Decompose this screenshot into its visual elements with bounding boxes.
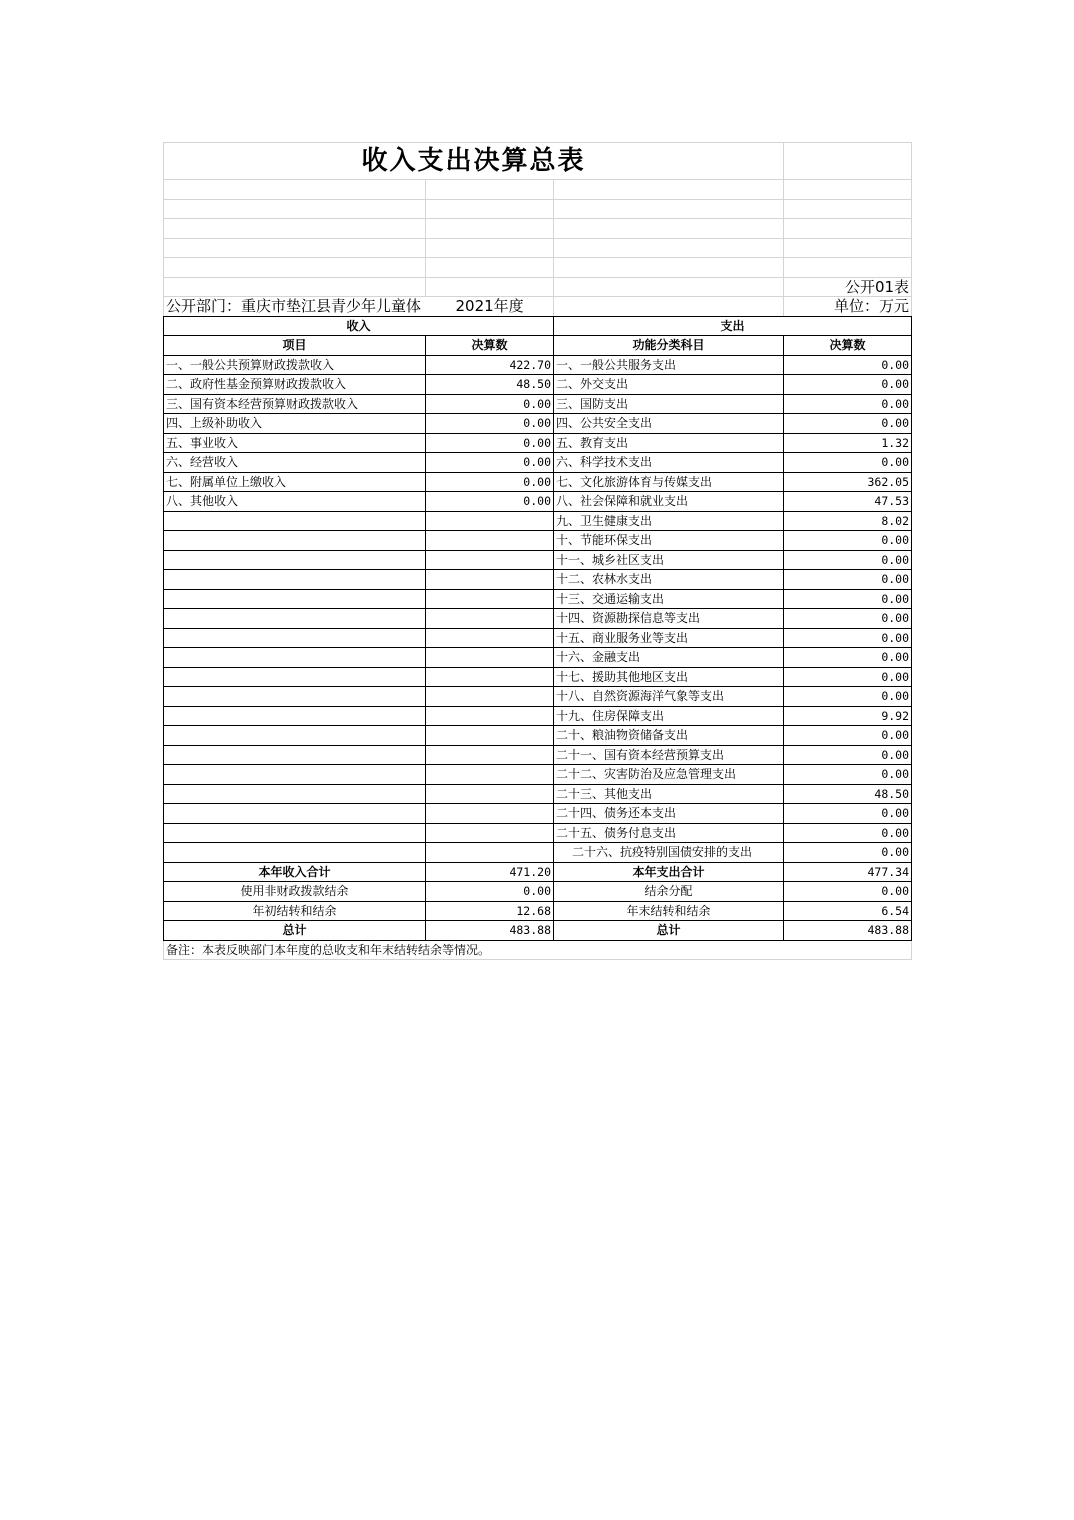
table-row [164,570,912,590]
expense-amount: 0.00 [784,414,912,434]
summary-income-label: 总计 [164,921,426,941]
income-item: 一、一般公共预算财政拨款收入 [164,355,426,375]
table-row [164,667,912,687]
expense-item: 二十二、灾害防治及应急管理支出 [554,765,784,785]
col-amount-header: 决算数 [426,336,554,356]
income-item: 八、其他收入 [164,492,426,512]
expense-item: 十五、商业服务业等支出 [554,628,784,648]
expense-amount: 0.00 [784,531,912,551]
table-row [164,745,912,765]
income-item: 三、国有资本经营预算财政拨款收入 [164,394,426,414]
expense-item: 十二、农林水支出 [554,570,784,590]
expense-amount: 47.53 [784,492,912,512]
expense-item: 十六、金融支出 [554,648,784,668]
table-row [164,433,912,453]
income-amount: 0.00 [426,472,554,492]
expense-amount: 0.00 [784,648,912,668]
income-amount: 0.00 [426,453,554,473]
table-row [164,843,912,863]
table-row [164,648,912,668]
income-item [164,550,426,570]
income-amount [426,726,554,746]
col-amount2-header: 决算数 [784,336,912,356]
expense-item: 五、教育支出 [554,433,784,453]
expense-header: 支出 [554,316,912,336]
summary-expense-label: 本年支出合计 [554,862,784,882]
income-item: 六、经营收入 [164,453,426,473]
table-row [164,375,912,395]
expense-amount: 0.00 [784,843,912,863]
expense-amount: 0.00 [784,355,912,375]
expense-amount: 0.00 [784,765,912,785]
expense-item: 二十一、国有资本经营预算支出 [554,745,784,765]
table-row [164,784,912,804]
expense-amount: 9.92 [784,706,912,726]
income-item [164,706,426,726]
expense-item: 二十、粮油物资储备支出 [554,726,784,746]
expense-item: 九、卫生健康支出 [554,511,784,531]
income-amount [426,628,554,648]
income-amount [426,550,554,570]
income-amount: 422.70 [426,355,554,375]
expense-amount: 0.00 [784,453,912,473]
income-amount [426,648,554,668]
summary-income-amount: 483.88 [426,921,554,941]
income-amount: 0.00 [426,492,554,512]
table-row [164,511,912,531]
col-function-header: 功能分类科目 [554,336,784,356]
expense-item: 十三、交通运输支出 [554,589,784,609]
summary-expense-amount: 477.34 [784,862,912,882]
expense-amount: 0.00 [784,687,912,707]
income-amount [426,765,554,785]
page-title: 收入支出决算总表 [164,143,784,180]
summary-expense-label: 总计 [554,921,784,941]
income-item [164,628,426,648]
col-item-header: 项目 [164,336,426,356]
income-amount [426,843,554,863]
income-amount [426,531,554,551]
unit-label: 单位：万元 [784,297,912,317]
expense-amount: 1.32 [784,433,912,453]
income-amount: 0.00 [426,414,554,434]
table-row [164,687,912,707]
income-amount [426,745,554,765]
expense-amount: 0.00 [784,745,912,765]
table-row [164,394,912,414]
table-row [164,589,912,609]
expense-item: 三、国防支出 [554,394,784,414]
department-label: 公开部门：重庆市垫江县青少年儿童体 [164,297,426,317]
expense-amount: 0.00 [784,726,912,746]
table-row [164,492,912,512]
summary-income-amount: 471.20 [426,862,554,882]
expense-item: 八、社会保障和就业支出 [554,492,784,512]
income-item [164,765,426,785]
income-amount [426,823,554,843]
income-amount [426,609,554,629]
expense-item: 七、文化旅游体育与传媒支出 [554,472,784,492]
expense-amount: 0.00 [784,589,912,609]
income-item [164,745,426,765]
table-row [164,628,912,648]
income-item [164,804,426,824]
expense-item: 十七、援助其他地区支出 [554,667,784,687]
expense-item: 二十四、债务还本支出 [554,804,784,824]
summary-row [164,882,912,902]
summary-income-amount: 0.00 [426,882,554,902]
income-amount [426,667,554,687]
summary-income-label: 年初结转和结余 [164,901,426,921]
report-table [163,142,912,960]
summary-expense-amount: 0.00 [784,882,912,902]
expense-item: 十、节能环保支出 [554,531,784,551]
income-item [164,667,426,687]
income-amount [426,589,554,609]
table-row [164,804,912,824]
expense-item: 二十五、债务付息支出 [554,823,784,843]
income-item: 七、附属单位上缴收入 [164,472,426,492]
income-item [164,570,426,590]
income-item [164,823,426,843]
summary-income-label: 使用非财政拨款结余 [164,882,426,902]
income-item [164,784,426,804]
income-amount [426,687,554,707]
table-row [164,472,912,492]
expense-item: 二、外交支出 [554,375,784,395]
income-item [164,511,426,531]
expense-item: 二十三、其他支出 [554,784,784,804]
income-item: 五、事业收入 [164,433,426,453]
summary-expense-label: 结余分配 [554,882,784,902]
summary-expense-amount: 483.88 [784,921,912,941]
expense-amount: 362.05 [784,472,912,492]
expense-amount: 0.00 [784,375,912,395]
income-item [164,609,426,629]
expense-item: 六、科学技术支出 [554,453,784,473]
expense-item: 十一、城乡社区支出 [554,550,784,570]
footnote: 备注：本表反映部门本年度的总收支和年末结转结余等情况。 [164,940,912,960]
income-amount [426,511,554,531]
expense-amount: 0.00 [784,394,912,414]
expense-amount: 0.00 [784,823,912,843]
table-row [164,550,912,570]
expense-amount: 0.00 [784,550,912,570]
summary-row [164,862,912,882]
income-item [164,687,426,707]
income-amount: 0.00 [426,433,554,453]
income-amount: 48.50 [426,375,554,395]
year-label: 2021年度 [426,297,554,317]
income-item [164,648,426,668]
report-sheet [163,142,911,960]
income-item [164,589,426,609]
summary-row [164,921,912,941]
table-row [164,706,912,726]
summary-expense-amount: 6.54 [784,901,912,921]
expense-item: 十四、资源勘探信息等支出 [554,609,784,629]
income-amount [426,570,554,590]
income-amount [426,706,554,726]
table-row [164,414,912,434]
table-row [164,355,912,375]
expense-item: 一、一般公共服务支出 [554,355,784,375]
income-item: 二、政府性基金预算财政拨款收入 [164,375,426,395]
expense-amount: 8.02 [784,511,912,531]
table-row [164,765,912,785]
summary-expense-label: 年末结转和结余 [554,901,784,921]
expense-amount: 0.00 [784,609,912,629]
expense-amount: 0.00 [784,570,912,590]
summary-row [164,901,912,921]
table-row [164,726,912,746]
income-item [164,531,426,551]
expense-amount: 48.50 [784,784,912,804]
table-row [164,531,912,551]
income-header: 收入 [164,316,554,336]
expense-item: 十八、自然资源海洋气象等支出 [554,687,784,707]
expense-item: 十九、住房保障支出 [554,706,784,726]
table-row [164,609,912,629]
table-row [164,453,912,473]
expense-item: 四、公共安全支出 [554,414,784,434]
expense-amount: 0.00 [784,804,912,824]
form-code: 公开01表 [784,277,912,297]
expense-amount: 0.00 [784,667,912,687]
income-amount: 0.00 [426,394,554,414]
income-item: 四、上级补助收入 [164,414,426,434]
income-amount [426,784,554,804]
income-item [164,843,426,863]
summary-income-amount: 12.68 [426,901,554,921]
expense-amount: 0.00 [784,628,912,648]
summary-income-label: 本年收入合计 [164,862,426,882]
expense-item: 二十六、抗疫特别国债安排的支出 [554,843,784,863]
income-amount [426,804,554,824]
table-row [164,823,912,843]
income-item [164,726,426,746]
